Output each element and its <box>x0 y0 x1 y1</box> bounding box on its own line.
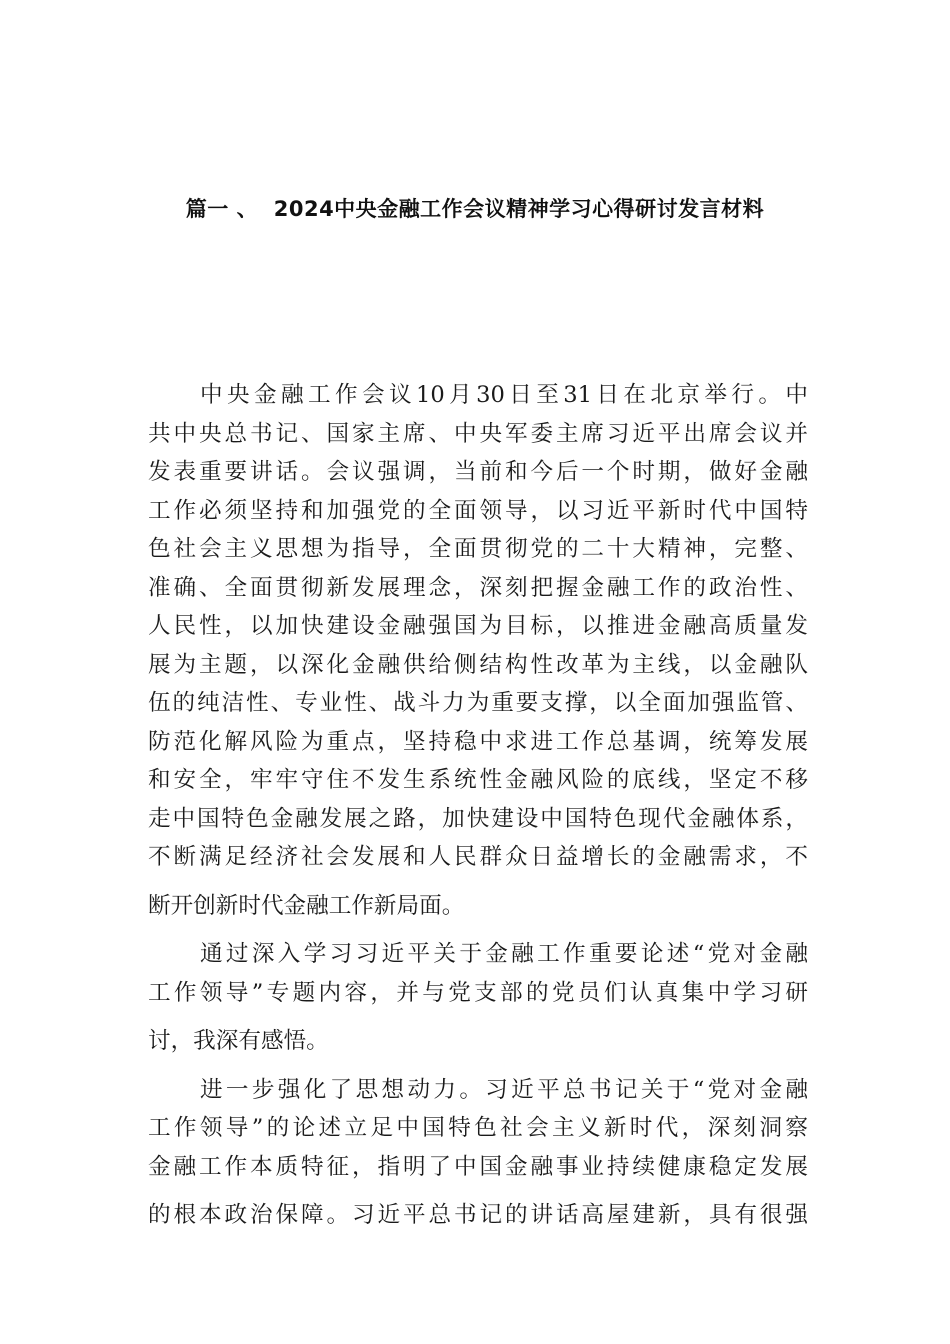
paragraph-3 <box>148 1071 808 1235</box>
paragraph-1 <box>148 376 808 925</box>
text-line: 工作必须坚持和加强党的全面领导，以习近平新时代中国特 <box>148 497 808 524</box>
paragraph-2 <box>148 935 808 1061</box>
text-line: 工作领导”专题内容，并与党支部的党员们认真集中学习研 <box>148 979 808 1006</box>
document-title: 篇一 、 2024中央金融工作会议精神学习心得研讨发言材料 <box>185 197 765 221</box>
text-line: 人民性，以加快建设金融强国为目标，以推进金融高质量发 <box>148 613 808 639</box>
text-line: 金融工作本质特征，指明了中国金融事业持续健康稳定发展 <box>148 1153 808 1180</box>
text-line: 展为主题，以深化金融供给侧结构性改革为主线，以金融队 <box>148 651 808 678</box>
text-line: 不断满足经济社会发展和人民群众日益增长的金融需求，不 <box>148 844 808 870</box>
text-line: 色社会主义思想为指导，全面贯彻党的二十大精神，完整、 <box>148 536 808 562</box>
text-line: 共中央总书记、国家主席、中央军委主席习近平出席会议并 <box>148 420 808 447</box>
text-line: 进一步强化了思想动力。习近平总书记关于“党对金融 <box>200 1076 808 1103</box>
text-line: 中央金融工作会议10月30日至31日在北京举行。中 <box>200 382 808 408</box>
text-line: 防范化解风险为重点，坚持稳中求进工作总基调，统筹发展 <box>148 728 808 755</box>
text-line: 和安全，牢牢守住不发生系统性金融风险的底线，坚定不移 <box>148 767 808 793</box>
text-line: 走中国特色金融发展之路，加快建设中国特色现代金融体系， <box>148 805 808 832</box>
text-line: 通过深入学习习近平关于金融工作重要论述“党对金融 <box>200 941 808 967</box>
text-line: 的根本政治保障。习近平总书记的讲话高屋建新，具有很强 <box>148 1202 808 1228</box>
text-line: 发表重要讲话。会议强调，当前和今后一个时期，做好金融 <box>148 459 808 485</box>
text-line: 准确、全面贯彻新发展理念，深刻把握金融工作的政治性、 <box>148 574 808 601</box>
text-line: 工作领导”的论述立足中国特色社会主义新时代，深刻洞察 <box>148 1115 808 1141</box>
text-line: 讨，我深有感悟。 <box>148 1028 329 1054</box>
text-line: 断开创新时代金融工作新局面。 <box>148 892 465 919</box>
document-body <box>148 376 808 1235</box>
text-line: 伍的纯洁性、专业性、战斗力为重要支撑，以全面加强监管、 <box>148 690 808 716</box>
